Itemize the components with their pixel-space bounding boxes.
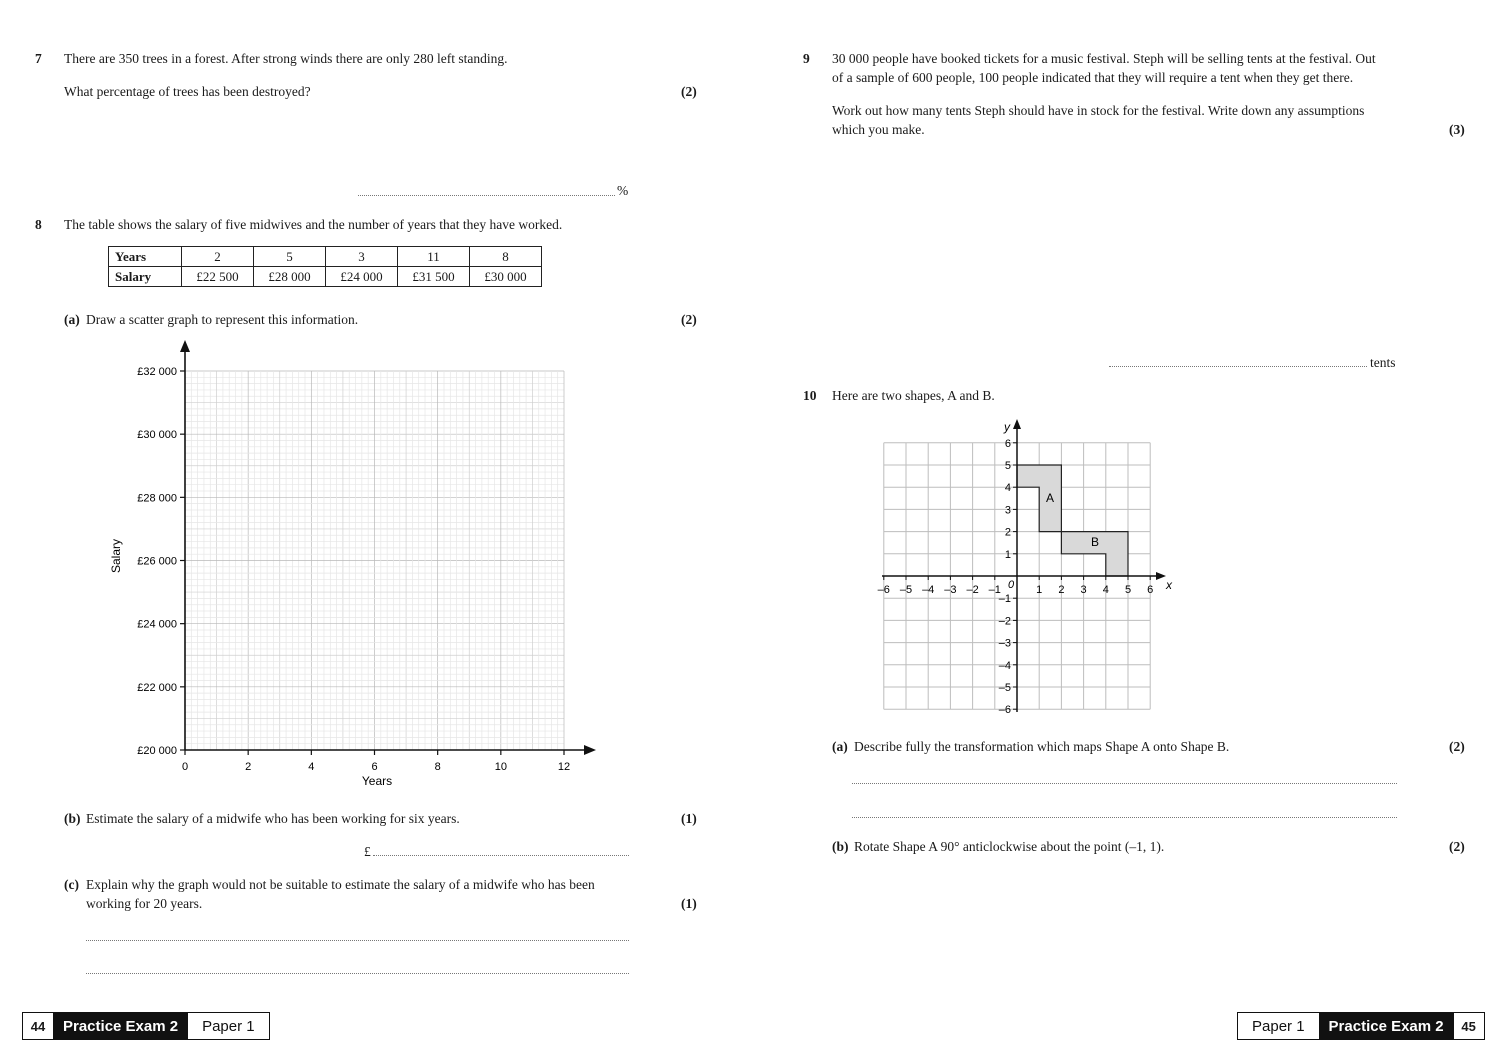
y-tick-label: £26 000 (137, 555, 177, 568)
question-7-number: 7 (35, 51, 42, 66)
x-tick-label: 2 (1058, 584, 1065, 596)
question-8c-text-line2: working for 20 years. (86, 896, 203, 911)
table-cell: 2 (182, 247, 254, 267)
question-9-number: 9 (803, 51, 810, 66)
question-9-line2: of a sample of 600 people, 100 people indicated that they will require a tent when they get there. (832, 70, 1354, 85)
y-axis-arrow (1013, 419, 1021, 429)
question-8a-text: Draw a scatter graph to represent this information. (86, 312, 359, 327)
x-tick-label: 10 (494, 761, 507, 773)
question-8b-label: (b) (64, 811, 81, 826)
shape-a (1017, 465, 1061, 532)
table-cell: 3 (326, 247, 398, 267)
table-cell: £28 000 (254, 267, 326, 287)
table-cell: £24 000 (326, 267, 398, 287)
question-8a-label: (a) (64, 312, 80, 327)
table-header-years: Years (109, 247, 182, 267)
x-axis-arrow (584, 745, 596, 755)
x-tick-label: –2 (966, 584, 979, 596)
question-9-unit: tents (1370, 355, 1396, 370)
question-10a-text: Describe fully the transformation which maps Shape A onto Shape B. (854, 739, 1230, 754)
x-tick-label: 3 (1080, 584, 1087, 596)
question-8b-answer-line[interactable] (373, 855, 629, 856)
question-10b-text: Rotate Shape A 90° anticlockwise about the point (–1, 1). (854, 839, 1165, 854)
coordinate-grid[interactable] (860, 410, 1180, 730)
question-10a-marks: (2) (1449, 739, 1465, 754)
table-cell: £31 500 (398, 267, 470, 287)
question-10b-label: (b) (832, 839, 849, 854)
question-8b-marks: (1) (681, 811, 697, 826)
y-tick-label: 6 (1004, 437, 1011, 450)
table-cell: 11 (398, 247, 470, 267)
question-9-line3: Work out how many tents Steph should have in stock for the festival. Write down any assumptions (832, 103, 1365, 118)
y-tick-label: £20 000 (137, 745, 177, 757)
x-axis-label: Years (361, 774, 393, 788)
y-tick-label: 3 (1004, 504, 1011, 517)
scatter-graph[interactable] (0, 0, 700, 800)
table-cell: 5 (254, 247, 326, 267)
footer-right (1237, 1012, 1485, 1040)
question-8c-marks: (1) (681, 896, 697, 911)
table-header-salary: Salary (109, 267, 182, 287)
y-tick-label: 5 (1004, 460, 1011, 472)
x-tick-label: 6 (371, 761, 378, 773)
question-7-text: There are 350 trees in a forest. After strong winds there are only 280 left standing. (64, 51, 508, 66)
footer-exam-title-left: Practice Exam 2 (53, 1013, 188, 1039)
y-tick-label: –2 (998, 615, 1011, 628)
x-axis-letter: x (1166, 578, 1172, 592)
origin-label: 0 (1007, 579, 1015, 591)
y-tick-label: –6 (998, 704, 1011, 717)
table-cell: £22 500 (182, 267, 254, 287)
question-10a-answer-line-2[interactable] (852, 817, 1397, 818)
x-tick-label: 2 (245, 761, 252, 773)
y-tick-label: £22 000 (137, 681, 177, 694)
question-9-marks: (3) (1449, 122, 1465, 137)
page-number-right: 45 (1461, 1018, 1476, 1034)
x-tick-label: 12 (557, 761, 571, 773)
footer-paper-right: Paper 1 (1238, 1013, 1319, 1039)
question-7-unit: % (617, 183, 629, 198)
question-7-prompt: What percentage of trees has been destroyed? (64, 84, 311, 99)
question-8-text: The table shows the salary of five midwives and the number of years that they have worked. (64, 217, 563, 232)
question-8c-answer-line-2[interactable] (86, 973, 629, 974)
shape-b-label: B (1090, 535, 1100, 549)
x-tick-label: 4 (1102, 584, 1109, 596)
y-tick-label: £28 000 (137, 492, 177, 505)
question-10-number: 10 (803, 388, 817, 403)
footer-exam-title-right: Practice Exam 2 (1319, 1013, 1454, 1039)
page-number-left: 44 (30, 1018, 46, 1034)
question-10a-label: (a) (832, 739, 848, 754)
question-8c-label: (c) (64, 877, 79, 892)
y-tick-label: –1 (998, 593, 1011, 606)
shape-a-label: A (1045, 491, 1055, 505)
y-tick-label: 2 (1004, 526, 1011, 539)
scatter-grid (185, 371, 564, 750)
footer-paper-left: Paper 1 (188, 1013, 269, 1039)
x-tick-label: –5 (899, 584, 913, 596)
x-axis-arrow (1156, 572, 1166, 580)
x-tick-label: 4 (308, 761, 315, 773)
y-tick-label: –3 (998, 637, 1011, 650)
x-tick-label: 8 (434, 761, 441, 773)
table-cell: £30 000 (470, 267, 542, 287)
question-10b-marks: (2) (1449, 839, 1465, 854)
y-tick-label: £30 000 (137, 429, 177, 442)
table-cell: 8 (470, 247, 542, 267)
coordinate-tick-labels (878, 438, 1154, 716)
question-8c-answer-line-1[interactable] (86, 940, 629, 941)
x-tick-label: –4 (922, 584, 935, 596)
question-8b-unit: £ (364, 844, 371, 859)
question-10-text: Here are two shapes, A and B. (832, 388, 995, 403)
y-tick-label: £24 000 (137, 618, 177, 631)
question-8b-text: Estimate the salary of a midwife who has been working for six years. (86, 811, 460, 826)
y-axis-letter: y (1004, 420, 1010, 434)
question-7-marks: (2) (681, 84, 697, 99)
question-9-answer-line[interactable] (1109, 366, 1367, 367)
x-tick-label: –3 (944, 584, 957, 596)
y-axis-label: Salary (109, 538, 123, 574)
footer-left (22, 1012, 270, 1040)
y-axis-arrow (180, 340, 190, 352)
question-10a-answer-line-1[interactable] (852, 783, 1397, 784)
question-8c-text-line1: Explain why the graph would not be suitable to estimate the salary of a midwife who has been (86, 877, 595, 892)
question-9-line4: which you make. (832, 122, 925, 137)
y-tick-label: 1 (1004, 548, 1011, 561)
x-tick-label: –1 (988, 584, 1001, 596)
x-tick-label: –6 (877, 584, 890, 596)
question-8a-marks: (2) (681, 312, 697, 327)
y-tick-label: £32 000 (137, 366, 177, 378)
x-tick-label: 6 (1147, 584, 1154, 596)
question-8-number: 8 (35, 217, 42, 232)
y-tick-label: –5 (998, 682, 1011, 694)
x-tick-label: 5 (1124, 584, 1132, 596)
y-tick-label: 4 (1004, 482, 1011, 495)
question-9-line1: 30 000 people have booked tickets for a music festival. Steph will be selling tents at the festival. Out (832, 51, 1376, 66)
x-tick-label: 1 (1036, 584, 1043, 596)
y-tick-label: –4 (998, 659, 1011, 672)
x-tick-label: 0 (181, 761, 189, 773)
